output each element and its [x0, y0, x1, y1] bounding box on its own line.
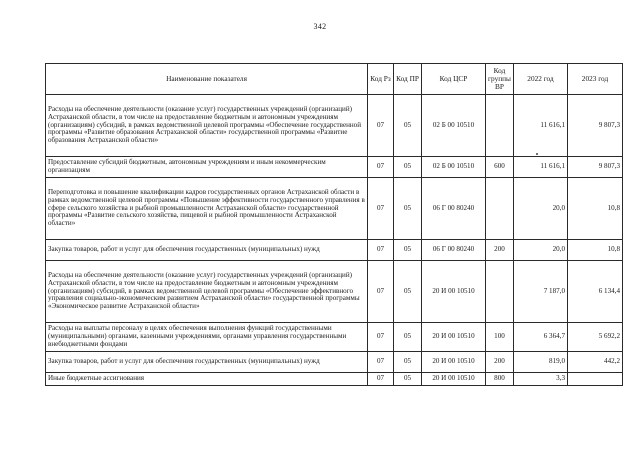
row-2022: 11 616,1 — [514, 157, 568, 178]
row-rz: 07 — [368, 240, 394, 261]
row-pr: 05 — [394, 261, 422, 323]
row-vr: 800 — [486, 373, 514, 386]
budget-table — [45, 63, 623, 386]
row-name: Иные бюджетные ассигнования — [46, 373, 368, 386]
row-name: Предоставление субсидий бюджетным, автономным учреждениям и иным некоммерческим организациям — [46, 157, 368, 178]
row-vr — [486, 261, 514, 323]
table-row — [46, 240, 623, 261]
table-row — [46, 352, 623, 373]
row-vr: 100 — [486, 323, 514, 352]
table-row — [46, 95, 623, 157]
row-2022: 20,0 — [514, 178, 568, 240]
table-row — [46, 178, 623, 240]
table-row — [46, 373, 623, 386]
header-csr: Код ЦСР — [422, 64, 486, 95]
row-2022: 819,0 — [514, 352, 568, 373]
row-vr — [486, 95, 514, 157]
row-vr: 200 — [486, 352, 514, 373]
page-number: 342 — [313, 22, 327, 31]
row-pr: 05 — [394, 373, 422, 386]
row-2022: 3,3 — [514, 373, 568, 386]
row-2022: 11 616,1 — [514, 95, 568, 157]
row-name: Закупка товаров, работ и услуг для обеспечения государственных (муниципальных) нужд — [46, 240, 368, 261]
row-2023: 6 134,4 — [568, 261, 623, 323]
row-csr: 20 И 00 10510 — [422, 373, 486, 386]
table-header-row — [46, 64, 623, 95]
row-2022: 20,0 — [514, 240, 568, 261]
row-rz: 07 — [368, 373, 394, 386]
row-csr: 20 И 00 10510 — [422, 352, 486, 373]
row-rz: 07 — [368, 352, 394, 373]
header-name: Наименование показателя — [46, 64, 368, 95]
row-2023: 9 807,3 — [568, 157, 623, 178]
row-name: Расходы на выплаты персоналу в целях обеспечения выполнения функций государственными (муниципальными) органами, казенными учреждениями, органами управления государственными внебюджетными фондами — [46, 323, 368, 352]
row-pr: 05 — [394, 157, 422, 178]
row-pr: 05 — [394, 240, 422, 261]
row-rz: 07 — [368, 95, 394, 157]
row-2022: 7 187,0 — [514, 261, 568, 323]
header-rz: Код Рз — [368, 64, 394, 95]
table-row — [46, 323, 623, 352]
scan-speck — [536, 153, 538, 155]
row-pr: 05 — [394, 352, 422, 373]
row-vr — [486, 178, 514, 240]
row-2022: 6 364,7 — [514, 323, 568, 352]
row-csr: 06 Г 00 80240 — [422, 178, 486, 240]
row-rz: 07 — [368, 323, 394, 352]
header-2022: 2022 год — [514, 64, 568, 95]
row-pr: 05 — [394, 95, 422, 157]
row-2023: 442,2 — [568, 352, 623, 373]
row-pr: 05 — [394, 323, 422, 352]
row-rz: 07 — [368, 178, 394, 240]
header-vr: Код группы ВР — [486, 64, 514, 95]
row-vr: 600 — [486, 157, 514, 178]
row-name: Переподготовка и повышение квалификации кадров государственных органов Астраханской области в рамках ведомственной целевой программы «Повышение эффективности государственного управления в сфере сельского хозяйства и рыбной промышленности Астраханской области» государственной программы «Развитие сельского хозяйства, пищевой и рыбной промышленности Астраханской области» — [46, 178, 368, 240]
row-csr: 02 Б 00 10510 — [422, 157, 486, 178]
row-name: Расходы на обеспечение деятельности (оказание услуг) государственных учреждений (организаций) Астраханской области, в том числе на предоставление бюджетным и автономным учреждениям (организациям) субсидий, в рамках ведомственной целевой программы «Обеспечение государственной программы «Развитие образования Астраханской области» государственной программы «Развитие образования Астраханской области» — [46, 95, 368, 157]
row-name: Расходы на обеспечение деятельности (оказание услуг) государственных учреждений (организаций) Астраханской области, в том числе на предоставление бюджетным и автономным учреждениям (организациям) субсидий, в рамках ведомственной целевой программы «Обеспечение эффективного управления социально-экономическим развитием Астраханской области» государственной программы «Экономическое развитие Астраханской области» — [46, 261, 368, 323]
row-csr: 06 Г 00 80240 — [422, 240, 486, 261]
row-csr: 02 Б 00 10510 — [422, 95, 486, 157]
row-rz: 07 — [368, 157, 394, 178]
table-row — [46, 157, 623, 178]
row-name: Закупка товаров, работ и услуг для обеспечения государственных (муниципальных) нужд — [46, 352, 368, 373]
row-2023: 5 692,2 — [568, 323, 623, 352]
row-2023: 10,8 — [568, 240, 623, 261]
row-pr: 05 — [394, 178, 422, 240]
row-csr: 20 И 00 10510 — [422, 261, 486, 323]
row-2023: 10,8 — [568, 178, 623, 240]
row-csr: 20 И 00 10510 — [422, 323, 486, 352]
row-rz: 07 — [368, 261, 394, 323]
header-pr: Код ПР — [394, 64, 422, 95]
row-2023 — [568, 373, 623, 386]
header-2023: 2023 год — [568, 64, 623, 95]
row-vr: 200 — [486, 240, 514, 261]
table-row — [46, 261, 623, 323]
row-2023: 9 807,3 — [568, 95, 623, 157]
